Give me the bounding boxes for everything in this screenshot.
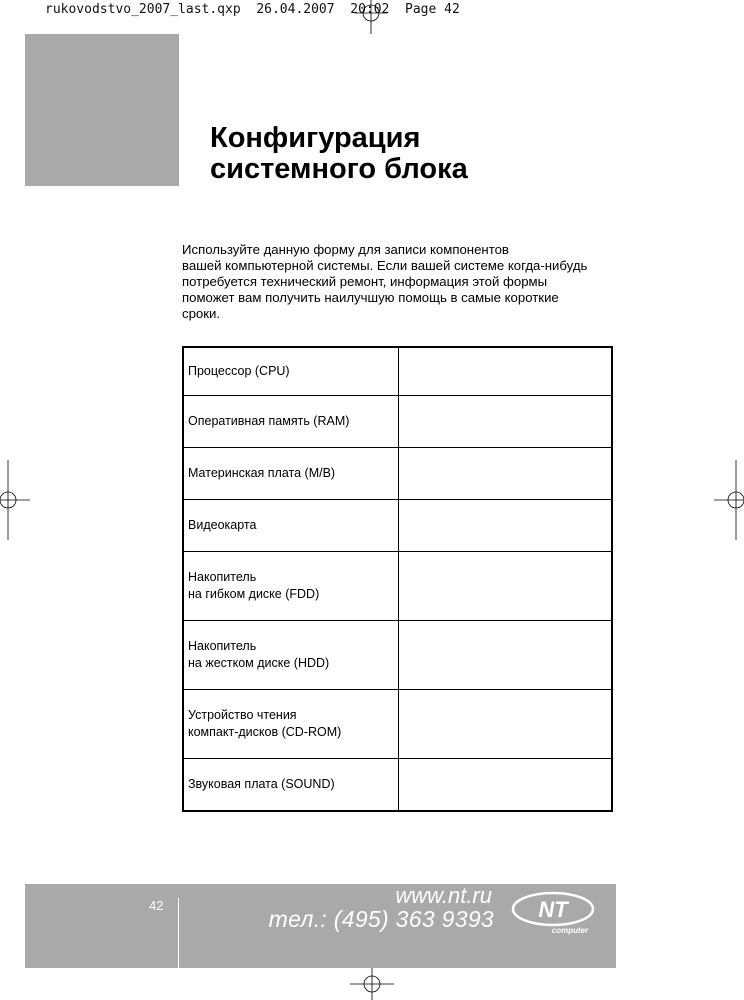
row-label: Оперативная память (RAM) bbox=[183, 395, 399, 447]
intro-paragraph bbox=[182, 242, 622, 322]
intro-line: поможет вам получить наилучшую помощь в самые короткие bbox=[182, 290, 559, 305]
row-value-cell[interactable] bbox=[399, 620, 613, 689]
row-label: Накопитель на гибком диске (FDD) bbox=[183, 551, 399, 620]
row-value-cell[interactable] bbox=[399, 758, 613, 811]
row-value-cell[interactable] bbox=[399, 347, 613, 395]
nt-computer-logo-icon bbox=[510, 890, 596, 936]
footer-phone: тел.: (495) 363 9393 bbox=[268, 906, 494, 932]
row-label: Материнская плата (M/B) bbox=[183, 447, 399, 499]
footer-divider bbox=[178, 898, 179, 968]
table-row bbox=[183, 689, 612, 758]
registration-mark-left-icon bbox=[0, 460, 30, 540]
row-value-cell[interactable] bbox=[399, 447, 613, 499]
table-row bbox=[183, 620, 612, 689]
registration-mark-bottom-icon bbox=[350, 966, 394, 1000]
row-value-cell[interactable] bbox=[399, 395, 613, 447]
table-row bbox=[183, 551, 612, 620]
logo-text: NT bbox=[538, 897, 568, 922]
table-row bbox=[183, 758, 612, 811]
print-slug: rukovodstvo_2007_last.qxp 26.04.2007 20:02 Page 42 bbox=[45, 2, 460, 17]
row-label: Процессор (CPU) bbox=[183, 347, 399, 395]
registration-mark-top-icon bbox=[355, 0, 387, 34]
footer-url[interactable]: www.nt.ru bbox=[395, 883, 492, 908]
page-title-line-2: системного блока bbox=[210, 153, 468, 185]
intro-line: сроки. bbox=[182, 306, 221, 321]
row-label: Видеокарта bbox=[183, 499, 399, 551]
decorative-gray-block bbox=[25, 34, 179, 186]
table-row bbox=[183, 347, 612, 395]
row-label: Звуковая плата (SOUND) bbox=[183, 758, 399, 811]
row-value-cell[interactable] bbox=[399, 551, 613, 620]
row-label: Накопитель на жестком диске (HDD) bbox=[183, 620, 399, 689]
system-config-table bbox=[182, 346, 613, 812]
table-row bbox=[183, 447, 612, 499]
intro-line: вашей компьютерной системы. Если вашей системе когда-нибудь bbox=[182, 258, 588, 273]
intro-line: Используйте данную форму для записи компонентов bbox=[182, 242, 509, 257]
row-value-cell[interactable] bbox=[399, 499, 613, 551]
intro-line: потребуется технический ремонт, информация этой формы bbox=[182, 274, 548, 289]
registration-mark-right-icon bbox=[714, 460, 744, 540]
page-title-line-1: Конфигурация bbox=[210, 122, 421, 154]
row-value-cell[interactable] bbox=[399, 689, 613, 758]
row-label: Устройство чтения компакт-дисков (CD-ROM) bbox=[183, 689, 399, 758]
page-number: 42 bbox=[149, 898, 164, 913]
page-title bbox=[210, 123, 468, 185]
table-row bbox=[183, 395, 612, 447]
logo-subtext: computer bbox=[551, 926, 589, 935]
table-row bbox=[183, 499, 612, 551]
